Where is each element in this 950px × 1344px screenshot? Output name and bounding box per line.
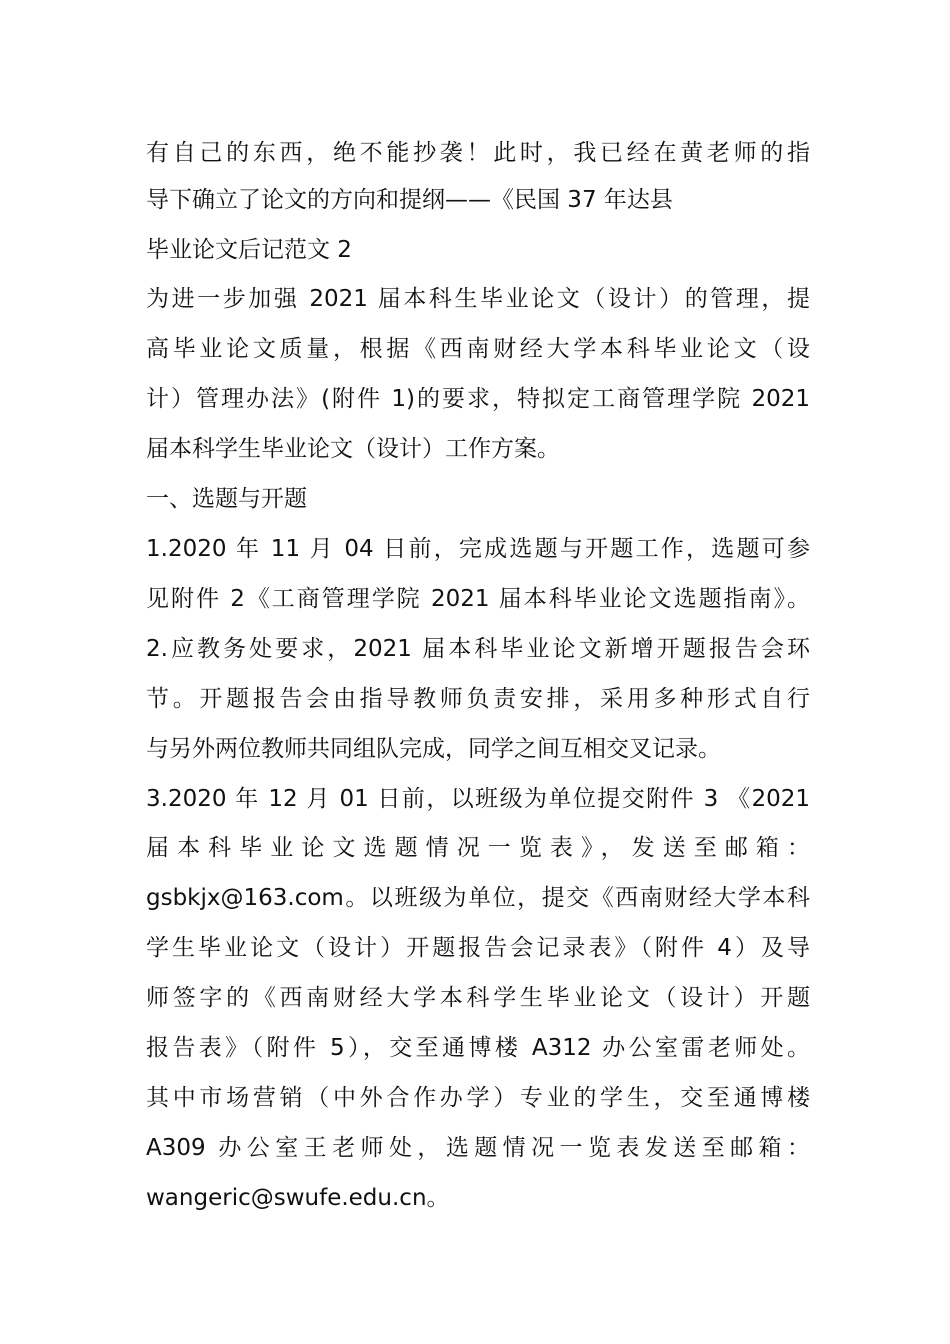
text-line: 节。开题报告会由指导教师负责安排，采用多种形式自行 (146, 686, 810, 712)
text-line: 为进一步加强 2021 届本科生毕业论文（设计）的管理，提 (146, 286, 810, 312)
text-line: 计）管理办法》(附件 1)的要求，特拟定工商管理学院 2021 (146, 386, 810, 412)
text-line: 2.应教务处要求，2021 届本科毕业论文新增开题报告会环 (146, 636, 810, 662)
text-line: A309 办公室王老师处，选题情况一览表发送至邮箱： (146, 1135, 810, 1161)
text-line: gsbkjx@163.com。以班级为单位，提交《西南财经大学本科 (146, 885, 810, 911)
section-heading: 一、选题与开题 (146, 486, 307, 512)
section-heading: 毕业论文后记范文 2 (146, 237, 352, 263)
text-line: 与另外两位教师共同组队完成，同学之间互相交叉记录。 (146, 736, 721, 762)
text-line: 高毕业论文质量，根据《西南财经大学本科毕业论文（设 (146, 336, 810, 362)
text-line: 报告表》（附件 5），交至通博楼 A312 办公室雷老师处。 (146, 1035, 810, 1061)
text-line: 3.2020 年 12 月 01 日前，以班级为单位提交附件 3 《2021 (146, 786, 810, 812)
text-line: wangeric@swufe.edu.cn。 (146, 1185, 450, 1211)
text-line: 其中市场营销（中外合作办学）专业的学生，交至通博楼 (146, 1085, 810, 1111)
text-line: 见附件 2《工商管理学院 2021 届本科毕业论文选题指南》。 (146, 586, 810, 612)
text-line: 师签字的《西南财经大学本科学生毕业论文（设计）开题 (146, 985, 810, 1011)
text-line: 1.2020 年 11 月 04 日前，完成选题与开题工作，选题可参 (146, 536, 810, 562)
text-line: 导下确立了论文的方向和提纲——《民国 37 年达县 (146, 187, 673, 213)
text-line: 学生毕业论文（设计）开题报告会记录表》（附件 4）及导 (146, 935, 810, 961)
text-line: 届本科学生毕业论文（设计）工作方案。 (146, 436, 560, 462)
text-line: 届本科毕业论文选题情况一览表》，发送至邮箱： (146, 835, 810, 861)
text-line: 有自己的东西，绝不能抄袭！此时，我已经在黄老师的指 (146, 140, 810, 166)
